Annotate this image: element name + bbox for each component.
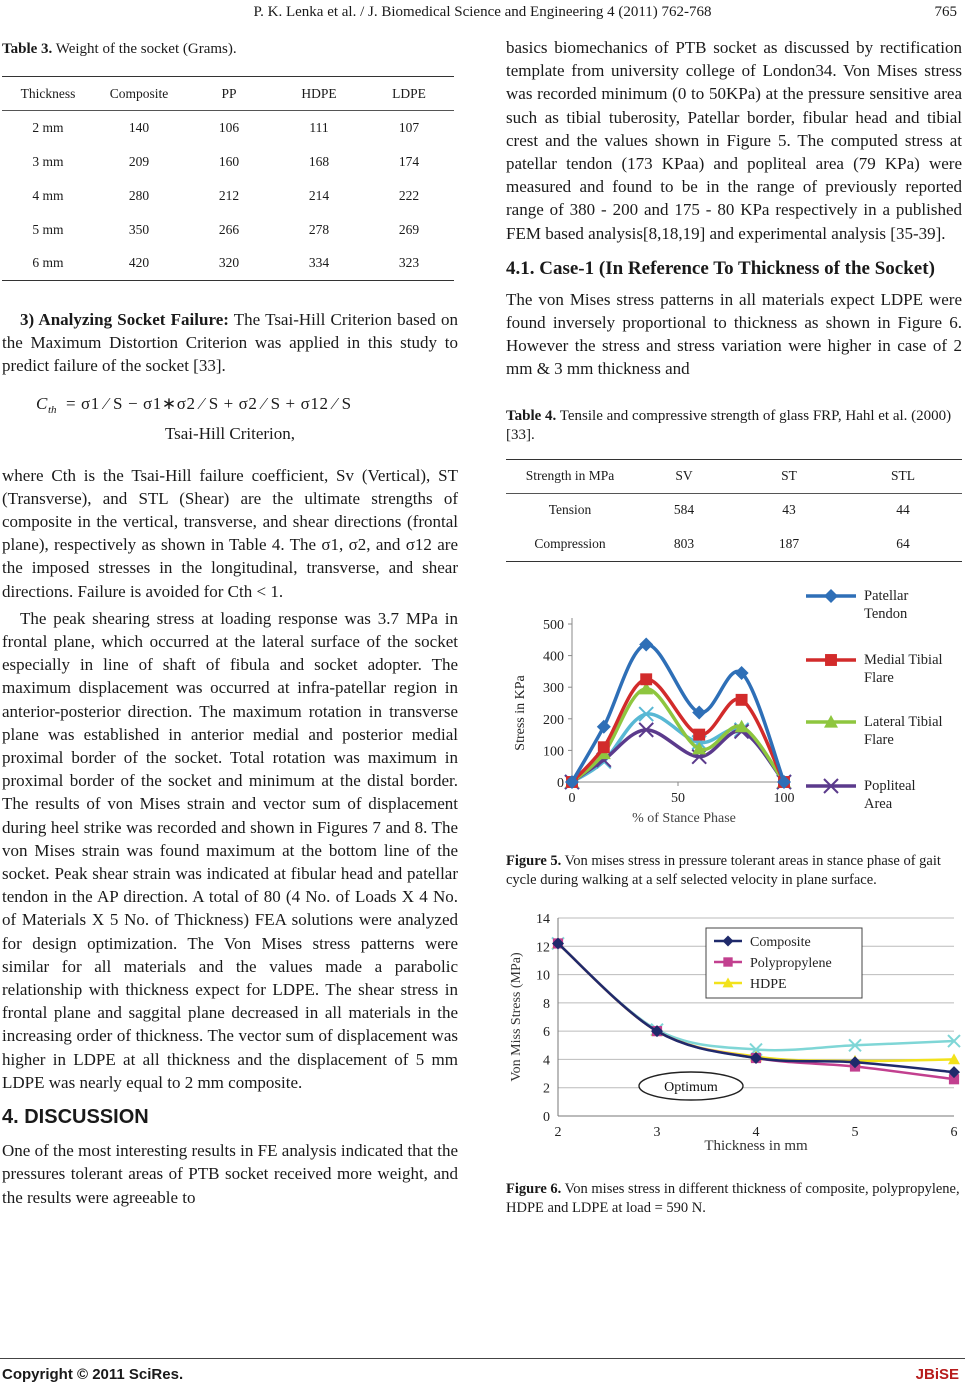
y-tick-label: 400: [543, 649, 564, 665]
paragraph-lead: 3) Analyzing Socket Failure:: [20, 310, 229, 329]
x-tick-label: 5: [851, 1124, 859, 1140]
y-tick-label: 300: [543, 680, 564, 696]
table-row: [2, 247, 454, 281]
y-tick-label: 0: [543, 1109, 550, 1125]
table4-header-cell: ST: [734, 459, 844, 493]
figure5-caption: [506, 852, 962, 890]
right-column: [506, 40, 962, 1218]
y-axis-label: Von Miss Stress (MPa): [509, 952, 524, 1082]
table-cell: 222: [398, 187, 420, 203]
table3-caption: [2, 40, 458, 59]
y-tick-label: 2: [543, 1081, 550, 1097]
page-number: 765: [934, 4, 957, 20]
left-column: [2, 40, 458, 1209]
table-row: [2, 179, 454, 213]
table-cell: 106: [218, 119, 240, 135]
running-header: [0, 4, 965, 26]
page-footer: [0, 1358, 965, 1386]
table-cell: 2 mm: [32, 119, 64, 135]
table-cell: 209: [128, 153, 150, 169]
y-tick-label: 8: [543, 996, 550, 1012]
table-cell: 43: [782, 502, 796, 518]
table4-caption-text: Tensile and compressive strength of glass FRP, Hahl et al. (2000) [33].: [506, 407, 952, 443]
table-row: [2, 213, 454, 247]
data-point: [597, 719, 611, 733]
table-cell: 6 mm: [2, 247, 94, 281]
table-cell: 420: [94, 247, 184, 281]
table3-caption-text: Weight of the socket (Grams).: [52, 41, 237, 57]
table4-caption: [506, 407, 962, 445]
table3-header-cell: HDPE: [274, 77, 364, 111]
tsai-hill-formula: [2, 386, 458, 442]
legend-label-line: Tendon: [864, 605, 908, 622]
paragraph-case1: The von Mises stress patterns in all materials expect LDPE were found inversely proportional to thickness as shown in Figure 6. However the stress and stress variation were higher in case of 2 mm & 3 mm thickness and: [506, 289, 962, 379]
table-cell: 160: [218, 153, 240, 169]
y-axis-label: Stress in KPa: [513, 674, 528, 751]
table4: [506, 459, 962, 562]
figure5-caption-text: Von mises stress in pressure tolerant areas in stance phase of gait cycle during walking at a self selected velocity in plane surface.: [506, 852, 941, 888]
formula-lhs: C: [36, 393, 48, 413]
footer-copyright: Copyright © 2011 SciRes.: [2, 1366, 184, 1383]
data-point: [640, 673, 652, 685]
legend-label: [864, 652, 943, 686]
table-row: [506, 527, 962, 561]
paragraph-cth-definition: where Cth is the Tsai-Hill failure coefficient, Sv (Vertical), ST (Transverse), and STL (Shear) are the ultimate strengths of composite in the vertical, transverse, and shear directions (frontal plane), respectively as shown in Table 4. The σ1, σ2, and σ12 are the imposed stresses in the longitudinal, transverse, and shear directions. Failure is avoided for Cth < 1.: [2, 465, 458, 601]
legend-label: HDPE: [750, 976, 787, 992]
legend-label-line: Patellar: [864, 587, 909, 604]
legend-label-line: Medial Tibial: [864, 651, 943, 668]
table-cell: 3 mm: [32, 153, 64, 169]
table-cell: 320: [184, 247, 274, 281]
paragraph-ptb-biomechanics: basics biomechanics of PTB socket as discussed by rectification template from university college of London34. Von Mises stress was recorded minimum (0 to 50KPa) at the pressure sensitive area such as tibial tuberosity, Patellar border, fibular head and tibial crest and the values shown in Figure 5. The computed stress at patellar tendon (173 KPaa) and popliteal area (79 KPa) were measured and found to be in the range of previously reported range of 380 - 200 and 175 - 80 KPa respectively in a published FEM based analysis[8,18,19] and experimental analysis [35-39].: [506, 38, 962, 243]
y-tick-label: 10: [536, 968, 550, 984]
table3-header-cell: Composite: [94, 77, 184, 111]
table-cell: 323: [364, 247, 454, 281]
table-cell: 5 mm: [32, 221, 64, 237]
x-axis-label: Thickness in mm: [704, 1137, 808, 1150]
legend-label: [864, 588, 908, 622]
legend-label: [864, 778, 916, 812]
table4-header-row: [506, 459, 962, 493]
formula-caption: Tsai-Hill Criterion,: [164, 423, 296, 443]
paragraph-socket-failure: [2, 308, 458, 378]
x-axis-label: % of Stance Phase: [632, 810, 736, 826]
legend-label-line: Flare: [864, 669, 894, 686]
table-cell: Tension: [548, 502, 592, 518]
figure5-caption-label: Figure 5.: [506, 852, 562, 869]
figure6: [506, 908, 962, 1150]
legend-label-line: Area: [864, 795, 893, 812]
table-cell: 280: [128, 187, 150, 203]
table-cell: Compression: [506, 527, 634, 561]
y-tick-label: 12: [536, 939, 550, 955]
subsection-heading-case1: 4.1. Case-1 (In Reference To Thickness of the Socket): [506, 257, 935, 279]
annotation-label: Optimum: [664, 1079, 718, 1095]
table3-header-cell: Thickness: [2, 77, 94, 111]
table3-header-row: [2, 77, 454, 111]
table4-header-cell: SV: [634, 459, 734, 493]
table3-header-cell: PP: [184, 77, 274, 111]
table-cell: 64: [844, 527, 962, 561]
table4-header-cell: STL: [844, 459, 962, 493]
table-cell: 212: [218, 187, 240, 203]
figure5: [506, 576, 962, 838]
table-cell: 4 mm: [32, 187, 64, 203]
x-tick-label: 100: [773, 790, 795, 806]
figure6-caption-text: Von mises stress in different thickness of composite, polypropylene, HDPE and LDPE at load = 590 N.: [506, 1180, 960, 1216]
table-cell: 174: [398, 153, 420, 169]
paragraph-text: The Tsai-Hill Criterion based on the Maximum Distortion Criterion was applied in this study to predict failure of the socket [33].: [2, 310, 458, 376]
data-point: [693, 728, 705, 740]
table-cell: 107: [398, 119, 420, 135]
table-cell: 278: [308, 221, 330, 237]
x-tick-label: 2: [554, 1124, 562, 1140]
table-cell: 334: [274, 247, 364, 281]
running-title: P. K. Lenka et al. / J. Biomedical Science and Engineering 4 (2011) 762-768: [253, 4, 712, 20]
formula-rhs: = σ1 ⁄ S − σ1∗σ2 ⁄ S + σ2 ⁄ S + σ12 ⁄ S: [66, 393, 352, 413]
data-point: [723, 957, 732, 966]
table-cell: 187: [734, 527, 844, 561]
x-tick-label: 4: [752, 1124, 760, 1140]
table3-header-cell: LDPE: [364, 77, 454, 111]
legend-label: Polypropylene: [750, 955, 832, 971]
table4-caption-label: Table 4.: [506, 407, 557, 424]
table-row: [506, 493, 962, 527]
table-cell: 269: [398, 221, 420, 237]
table-cell: 803: [634, 527, 734, 561]
series-line: [572, 688, 784, 781]
formula-lhs-sub: th: [48, 403, 57, 416]
figure6-caption-label: Figure 6.: [506, 1180, 562, 1197]
figure5-chart: [506, 576, 962, 838]
data-point: [736, 694, 748, 706]
table3-caption-label: Table 3.: [2, 41, 53, 57]
table3: [2, 76, 454, 281]
data-point: [825, 654, 837, 666]
table-cell: 584: [673, 502, 695, 518]
table-cell: 44: [896, 502, 910, 518]
paragraph-peak-stress: The peak shearing stress at loading response was 3.7 MPa in frontal plane, which occurred at the lateral surface of the socket especially in line of shaft of fibula and socket adopter. The maximum displacement was occurred at infra-patellar region in anterior-posterior direction. The maximum rotation in transverse plane was established in anterior medial and posterior medial proximal border of the socket. Total rotation was maximum in proximal border of the socket and minimum at the distal border. The results of von Mises strain and vector sum of displacement during heel strike was recorded and shown in Figures 7 and 8. The von Mises strain was found maximum at the bottom line of the socket. Peak shear strain was indicated at fibular head and patellar tendon in the AP direction. A total of 80 (4 No. of Loads X 4 No. of Materials X 5 No. of Thickness) FEA solutions were analyzed for design optimization. The Von Mises stress patterns were similar for all materials and the values made a parabolic relationship with thickness expect for LDPE. The shear stress in frontal plane and saggital plane decreased in all materials in the increasing order of thickness. The vector sum of displacement was higher in LDPE at all thickness and the displacement of 5 mm LDPE was nearly equal to 2 mm composite.: [2, 608, 458, 1092]
legend-label: [864, 714, 943, 748]
y-tick-label: 200: [543, 712, 564, 728]
legend-label-line: Popliteal: [864, 777, 916, 794]
y-tick-label: 14: [536, 911, 550, 927]
table-cell: 266: [218, 221, 240, 237]
x-tick-label: 6: [950, 1124, 958, 1140]
x-tick-label: 3: [653, 1124, 661, 1140]
y-tick-label: 6: [543, 1024, 550, 1040]
x-tick-label: 50: [671, 790, 685, 806]
legend-label-line: Lateral Tibial: [864, 713, 943, 730]
data-point: [824, 589, 838, 603]
section-heading-discussion: 4. DISCUSSION: [2, 1106, 149, 1129]
y-tick-label: 500: [543, 617, 564, 633]
x-tick-label: 0: [568, 790, 576, 806]
table-cell: 214: [308, 187, 330, 203]
legend-label-line: Flare: [864, 731, 894, 748]
table-cell: 168: [308, 153, 330, 169]
table-cell: 350: [128, 221, 150, 237]
figure6-caption: [506, 1180, 962, 1218]
data-point: [639, 637, 653, 651]
figure6-chart: [506, 908, 962, 1150]
y-tick-label: 0: [557, 775, 564, 791]
paragraph-discussion: One of the most interesting results in FE analysis indicated that the pressures tolerant areas of PTB socket received more weight, and the results were agreeable to: [2, 1141, 458, 1207]
y-tick-label: 100: [543, 744, 564, 760]
y-tick-label: 4: [543, 1053, 550, 1069]
table-row: [2, 111, 454, 145]
table-row: [2, 145, 454, 179]
data-point: [598, 741, 610, 753]
footer-rule: [0, 1358, 965, 1359]
table-cell: 111: [309, 119, 329, 135]
table-cell: 140: [128, 119, 150, 135]
legend-label: Composite: [750, 934, 811, 950]
footer-journal: JBiSE: [915, 1366, 959, 1383]
table4-header-cell: Strength in MPa: [506, 459, 634, 493]
